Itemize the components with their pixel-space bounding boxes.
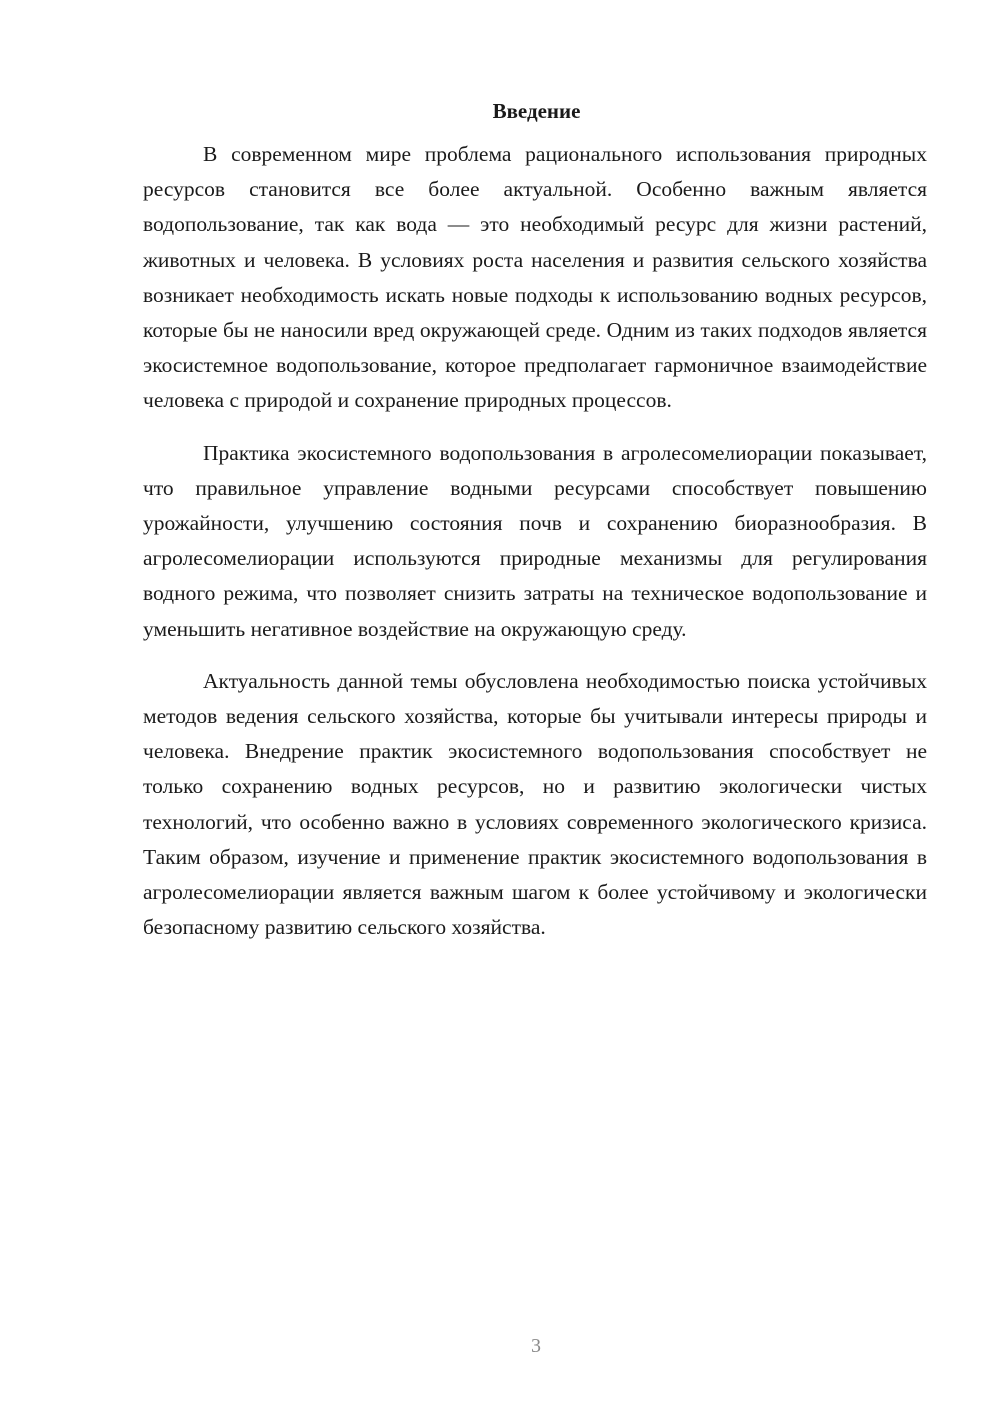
page-body xyxy=(143,94,927,962)
paragraph-3: Актуальность данной темы обусловлена необходимостью поиска устойчивых методов ведения сельского хозяйства, которые бы учитывали интересы природы и человека. Внедрение практик экосистемного водопользования способствует не только сохранению водных ресурсов, но и развитию экологически чистых технологий, что особенно важно в условиях современного экологического кризиса. Таким образом, изучение и применение практик экосистемного водопользования в агролесомелиорации является важным шагом к более устойчивому и экологически безопасному развитию сельского хозяйства. xyxy=(143,668,927,940)
section-heading: Введение xyxy=(492,99,581,123)
paragraph-1: В современном мире проблема рационального использования природных ресурсов становится все более актуальной. Особенно важным является водопользование, так как вода — это необходимый ресурс для жизни растений, животных и человека. В условиях роста населения и развития сельского хозяйства возникает необходимость искать новые подходы к использованию водных ресурсов, которые бы не наносили вред окружающей среде. Одним из таких подходов является экосистемное водопользование, которое предполагает гармоничное взаимодействие человека с природой и сохранение природных процессов. xyxy=(143,142,927,413)
paragraph-2: Практика экосистемного водопользования в агролесомелиорации показывает, что правильное управление водными ресурсами способствует повышению урожайности, улучшению состояния почв и сохранению биоразнообразия. В агролесомелиорации используются природные механизмы для регулирования водного режима, что позволяет снизить затраты на техническое водопользование и уменьшить негативное воздействие на окружающую среду. xyxy=(143,440,927,641)
page-number: 3 xyxy=(531,1335,541,1357)
